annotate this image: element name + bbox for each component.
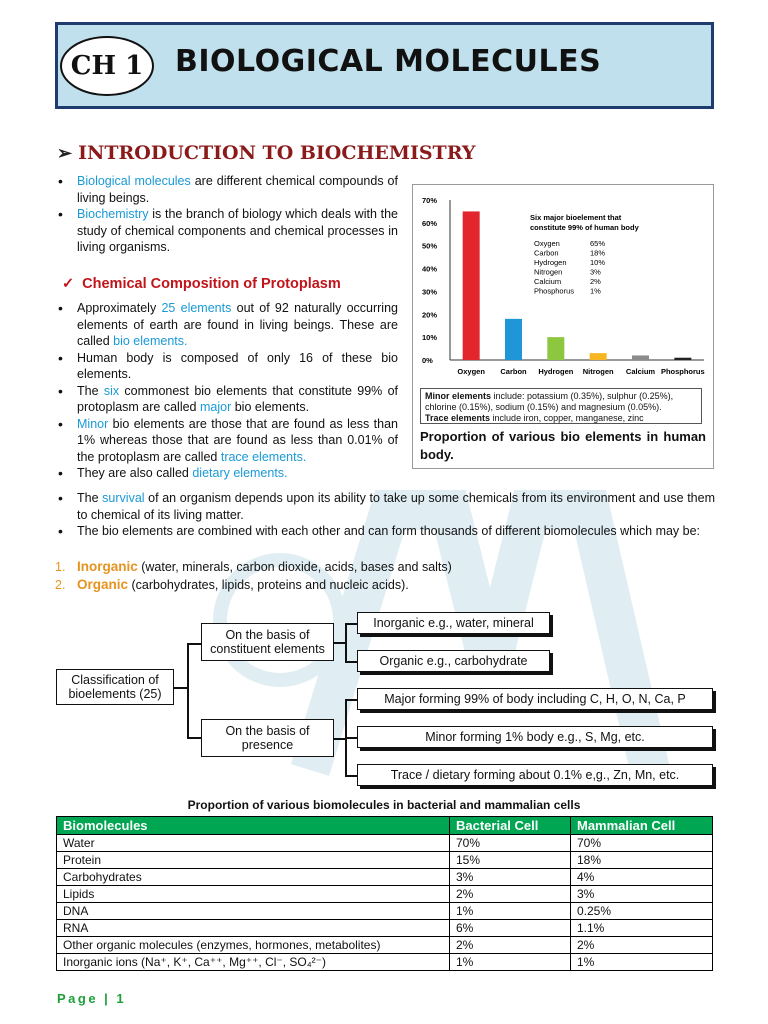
table-row bbox=[57, 869, 713, 886]
page-number: Page | 1 bbox=[57, 991, 127, 1006]
legend-element-name: Carbon bbox=[534, 248, 559, 258]
legend-element-value: 2% bbox=[590, 277, 601, 286]
page-title: BIOLOGICAL MOLECULES bbox=[175, 44, 602, 79]
column-header: Bacterial Cell bbox=[450, 817, 571, 835]
connector bbox=[345, 775, 357, 777]
connector bbox=[174, 687, 188, 689]
connector bbox=[187, 643, 201, 645]
table-cell: 4% bbox=[571, 869, 713, 886]
connector bbox=[345, 737, 357, 739]
composition-list-wide bbox=[55, 490, 715, 540]
table-cell: Water bbox=[57, 835, 450, 852]
table-row bbox=[57, 937, 713, 954]
table-cell: 70% bbox=[450, 835, 571, 852]
table-cell: 3% bbox=[450, 869, 571, 886]
table-cell: 2% bbox=[450, 886, 571, 903]
table-cell: 1% bbox=[450, 954, 571, 971]
y-tick-label: 40% bbox=[422, 264, 438, 274]
y-tick-label: 70% bbox=[422, 196, 438, 205]
y-tick-label: 60% bbox=[422, 218, 438, 228]
legend-element-value: 10% bbox=[590, 258, 606, 267]
diagram-leaf-inorganic: Inorganic e.g., water, mineral bbox=[357, 612, 550, 634]
list-item: • Human body is composed of only 16 of these bio elements. bbox=[55, 350, 398, 383]
bar-phosphorus bbox=[674, 358, 691, 360]
table-cell: 0.25% bbox=[571, 903, 713, 920]
checkmark-icon: ✓ bbox=[62, 276, 75, 292]
legend-element-value: 65% bbox=[590, 239, 606, 248]
list-item: • Biological molecules are different chemical compounds of living beings. bbox=[55, 173, 398, 206]
y-tick-label: 50% bbox=[422, 241, 438, 251]
diagram-root: Classification of bioelements (25) bbox=[56, 669, 174, 705]
legend-element-value: 1% bbox=[590, 286, 601, 296]
table-cell: 1.1% bbox=[571, 920, 713, 937]
table-row bbox=[57, 835, 713, 852]
diagram-leaf-minor: Minor forming 1% body e.g., S, Mg, etc. bbox=[357, 726, 713, 748]
table-cell: Other organic molecules (enzymes, hormones, metabolites) bbox=[57, 937, 450, 954]
bar-hydrogen bbox=[547, 337, 564, 360]
connector bbox=[187, 643, 189, 738]
section-heading-text: INTRODUCTION TO BIOCHEMISTRY bbox=[78, 142, 476, 164]
bar-calcium bbox=[632, 355, 649, 360]
table-cell: 2% bbox=[450, 937, 571, 954]
table-row bbox=[57, 886, 713, 903]
list-item: • The six commonest bio elements that constitute 99% of protoplasm are called major bio elements. bbox=[55, 383, 398, 416]
list-item: • The bio elements are combined with each other and can form thousands of different biomolecules which may be: bbox=[55, 523, 715, 540]
table-caption: Proportion of various biomolecules in bacterial and mammalian cells bbox=[187, 798, 581, 812]
x-tick-label: Phosphorus bbox=[660, 367, 705, 376]
intro-list bbox=[55, 173, 398, 256]
table-cell: Carbohydrates bbox=[57, 869, 450, 886]
list-item: • Approximately 25 elements out of 92 naturally occurring elements of earth are found in living beings. These are called bio elements. bbox=[55, 300, 398, 350]
legend-element-name: Phosphorus bbox=[534, 286, 575, 296]
x-tick-label: Nitrogen bbox=[582, 367, 614, 376]
connector bbox=[187, 737, 201, 739]
biomolecules-table bbox=[56, 816, 713, 971]
chart-title: Six major bioelement that bbox=[530, 213, 622, 222]
legend-element-name: Oxygen bbox=[534, 239, 560, 248]
list-item: • Biochemistry is the branch of biology which deals with the study of chemical components and chemical processes in living organisms. bbox=[55, 206, 398, 256]
minor-trace-note: Minor elements include: potassium (0.35%), sulphur (0.25%), chlorine (0.15%), sodium (0.15%) and magnesium (0.05%). Trace elements include iron, copper, manganese, zinc bbox=[420, 388, 702, 424]
list-item: 2. Organic (carbohydrates, lipids, proteins and nucleic acids). bbox=[55, 577, 409, 592]
list-item: • They are also called dietary elements. bbox=[55, 465, 398, 482]
x-tick-label: Hydrogen bbox=[538, 367, 574, 376]
x-tick-label: Carbon bbox=[500, 367, 527, 376]
x-tick-label: Calcium bbox=[625, 367, 656, 376]
connector bbox=[345, 699, 357, 701]
legend-element-name: Nitrogen bbox=[534, 267, 563, 277]
chart-caption: Proportion of various bio elements in human body. bbox=[420, 429, 706, 462]
table-cell: Lipids bbox=[57, 886, 450, 903]
legend-element-name: Hydrogen bbox=[534, 258, 567, 267]
table-cell: Protein bbox=[57, 852, 450, 869]
table-cell: 6% bbox=[450, 920, 571, 937]
composition-list-narrow bbox=[55, 300, 398, 482]
list-item: 1. Inorganic (water, minerals, carbon dioxide, acids, bases and salts) bbox=[55, 559, 452, 574]
diagram-leaf-trace: Trace / dietary forming about 0.1% e,g., Zn, Mn, etc. bbox=[357, 764, 713, 786]
x-tick-label: Oxygen bbox=[457, 367, 485, 376]
y-tick-label: 0% bbox=[422, 356, 433, 365]
diagram-leaf-major: Major forming 99% of body including C, H, O, N, Ca, P bbox=[357, 688, 713, 710]
y-tick-label: 30% bbox=[422, 287, 438, 297]
section-heading bbox=[57, 142, 475, 164]
y-tick-label: 20% bbox=[422, 310, 438, 320]
bar-oxygen bbox=[463, 211, 480, 360]
table-cell: 1% bbox=[571, 954, 713, 971]
chart-title: constitute 99% of human body bbox=[530, 223, 639, 232]
table-cell: Inorganic ions (Na⁺, K⁺, Ca⁺⁺, Mg⁺⁺, Cl⁻, SO₄²⁻) bbox=[57, 954, 450, 971]
biomolecule-types bbox=[55, 558, 452, 594]
connector bbox=[345, 661, 357, 663]
table-cell: 2% bbox=[571, 937, 713, 954]
column-header: Biomolecules bbox=[57, 817, 450, 835]
table-row bbox=[57, 903, 713, 920]
bar-nitrogen bbox=[590, 353, 607, 360]
legend-element-value: 18% bbox=[590, 248, 606, 258]
connector bbox=[345, 623, 357, 625]
diagram-basis-presence: On the basis of presence bbox=[201, 719, 334, 757]
bio-elements-chart bbox=[418, 190, 710, 386]
table-row bbox=[57, 920, 713, 937]
legend-element-value: 3% bbox=[590, 267, 601, 277]
table-cell: 1% bbox=[450, 903, 571, 920]
table-cell: DNA bbox=[57, 903, 450, 920]
chapter-number: CH 1 bbox=[60, 36, 154, 96]
connector bbox=[345, 623, 347, 662]
arrow-bullet-icon: ➢ bbox=[57, 142, 73, 164]
diagram-leaf-organic: Organic e.g., carbohydrate bbox=[357, 650, 550, 672]
diagram-basis-constituent: On the basis of constituent elements bbox=[201, 623, 334, 661]
y-tick-label: 10% bbox=[422, 333, 438, 343]
table-header-row bbox=[57, 817, 713, 835]
subsection-heading: ✓ Chemical Composition of Protoplasm bbox=[62, 276, 341, 292]
table-cell: 70% bbox=[571, 835, 713, 852]
table-cell: 3% bbox=[571, 886, 713, 903]
list-item: • Minor bio elements are those that are found as less than 1% whereas those that are found as less than 0.01% of the protoplasm are called trace elements. bbox=[55, 416, 398, 466]
table-cell: RNA bbox=[57, 920, 450, 937]
table-row bbox=[57, 954, 713, 971]
list-item: • The survival of an organism depends upon its ability to take up some chemicals from its environment and use them to chemical of its living matter. bbox=[55, 490, 715, 523]
table-row bbox=[57, 852, 713, 869]
legend-element-name: Calcium bbox=[534, 277, 562, 286]
table-cell: 18% bbox=[571, 852, 713, 869]
column-header: Mammalian Cell bbox=[571, 817, 713, 835]
table-cell: 15% bbox=[450, 852, 571, 869]
bar-carbon bbox=[505, 319, 522, 360]
